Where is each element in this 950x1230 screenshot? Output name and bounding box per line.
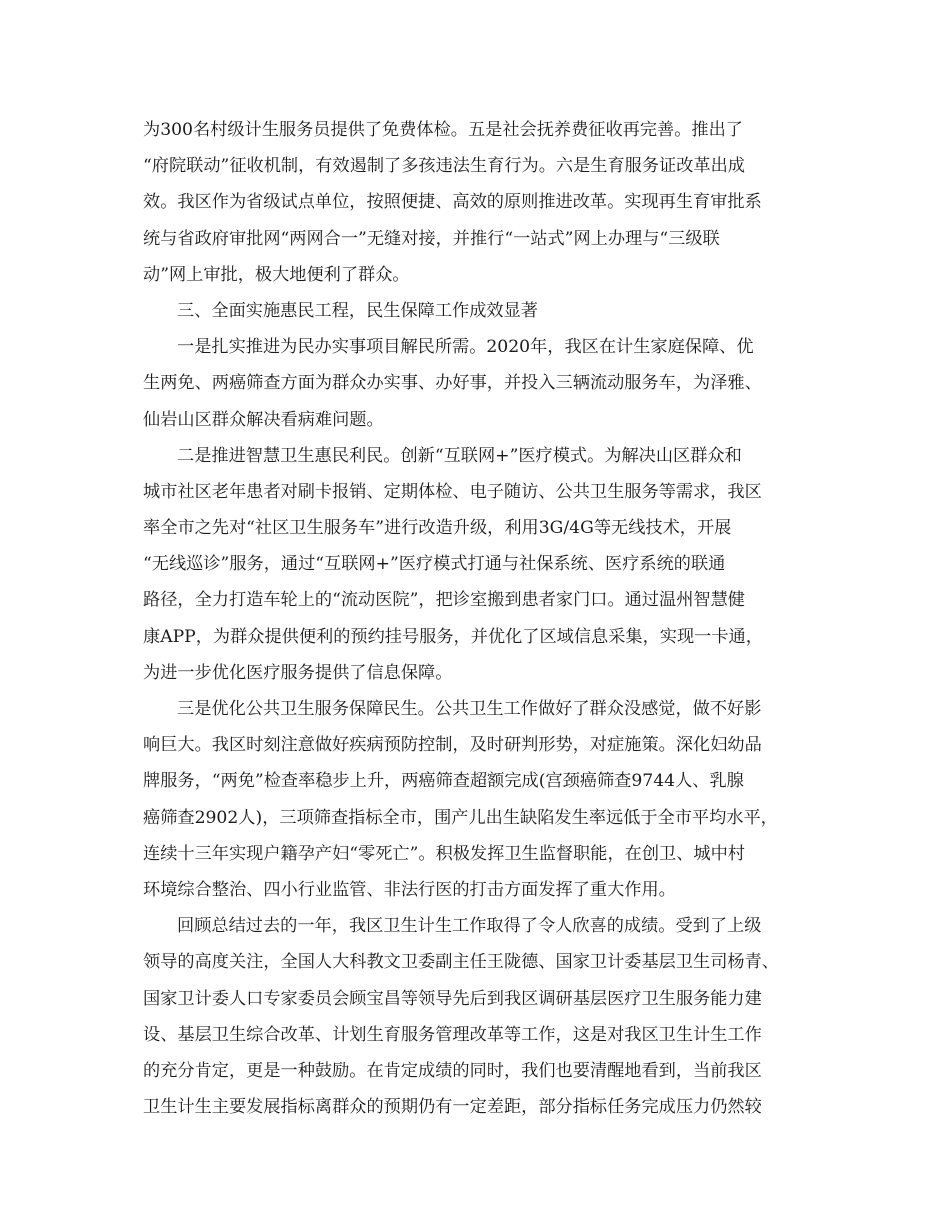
paragraph xyxy=(143,438,833,691)
paragraph xyxy=(143,293,833,329)
text-line: 城市社区老年患者对刷卡报销、定期体检、电子随访、公共卫生服务等需求，我区 xyxy=(143,481,762,502)
text-line: 设、基层卫生综合改革、计划生育服务管理改革等工作，这是对我区卫生计生工作 xyxy=(143,1024,762,1045)
paragraph xyxy=(143,112,833,293)
paragraph xyxy=(143,908,833,1125)
text-line: 的充分肯定，更是一种鼓励。在肯定成绩的同时，我们也要清醒地看到，当前我区 xyxy=(143,1060,762,1081)
text-line: 三、全面实施惠民工程，民生保障工作成效显著 xyxy=(177,300,538,321)
text-line: 响巨大。我区时刻注意做好疾病预防控制，及时研判形势，对症施策。深化妇幼品 xyxy=(143,735,762,756)
text-line: 癌筛查2902人)，三项筛查指标全市，围产儿出生缺陷发生率远低于全市平均水平， xyxy=(143,807,778,828)
text-line: 为进一步优化医疗服务提供了信息保障。 xyxy=(143,662,453,683)
paragraph xyxy=(143,329,833,438)
text-line: 领导的高度关注，全国人大科教文卫委副主任王陇德、国家卫计委基层卫生司杨青、 xyxy=(143,952,779,973)
text-line: 率全市之先对“社区卫生服务车”进行改造升级，利用3G/4G等无线技术，开展 xyxy=(143,518,732,539)
text-line: 一是扎实推进为民办实事项目解民所需。2020年，我区在计生家庭保障、优 xyxy=(177,337,754,358)
text-line: 路径，全力打造车轮上的“流动医院”，把诊室搬到患者家门口。通过温州智慧健 xyxy=(143,590,745,611)
text-line: 三是优化公共卫生服务保障民生。公共卫生工作做好了群众没感觉，做不好影 xyxy=(177,699,762,719)
text-line: 二是推进智慧卫生惠民利民。创新“互联网+”医疗模式。为解决山区群众和 xyxy=(177,445,742,466)
document-body xyxy=(143,112,833,1125)
text-line: 连续十三年实现户籍孕产妇“零死亡”。积极发挥卫生监督职能，在创卫、城中村 xyxy=(143,843,745,864)
text-line: 效。我区作为省级试点单位，按照便捷、高效的原则推进改革。实现再生育审批系 xyxy=(143,192,762,213)
paragraph xyxy=(143,691,833,908)
text-line: 仙岩山区群众解决看病难问题。 xyxy=(143,409,384,430)
text-line: 环境综合整治、四小行业监管、非法行医的打击方面发挥了重大作用。 xyxy=(143,879,676,900)
text-line: 动”网上审批，极大地便利了群众。 xyxy=(143,264,410,285)
text-line: 回顾总结过去的一年，我区卫生计生工作取得了令人欣喜的成绩。受到了上级 xyxy=(177,916,762,937)
text-line: “府院联动”征收机制，有效遏制了多孩违法生育行为。六是生育服务证改革出成 xyxy=(143,156,745,177)
text-line: 生两免、两癌筛查方面为群众办实事、办好事，并投入三辆流动服务车，为泽雅、 xyxy=(143,373,762,394)
text-line: “无线巡诊”服务，通过“互联网+”医疗模式打通与社保系统、医疗系统的联通 xyxy=(143,554,726,575)
text-line: 国家卫计委人口专家委员会顾宝昌等领导先后到我区调研基层医疗卫生服务能力建 xyxy=(143,988,762,1009)
text-line: 牌服务，“两免”检查率稳步上升，两癌筛查超额完成(宫颈癌筛查9744人、乳腺 xyxy=(143,771,744,792)
text-line: 康APP，为群众提供便利的预约挂号服务，并优化了区域信息采集，实现一卡通， xyxy=(143,626,763,647)
text-line: 卫生计生主要发展指标离群众的预期仍有一定差距，部分指标任务完成压力仍然较 xyxy=(143,1097,762,1118)
text-line: 统与省政府审批网“两网合一”无缝对接，并推行“一站式”网上办理与“三级联 xyxy=(143,228,720,249)
text-line: 为300名村级计生服务员提供了免费体检。五是社会抚养费征收再完善。推出了 xyxy=(143,120,743,140)
